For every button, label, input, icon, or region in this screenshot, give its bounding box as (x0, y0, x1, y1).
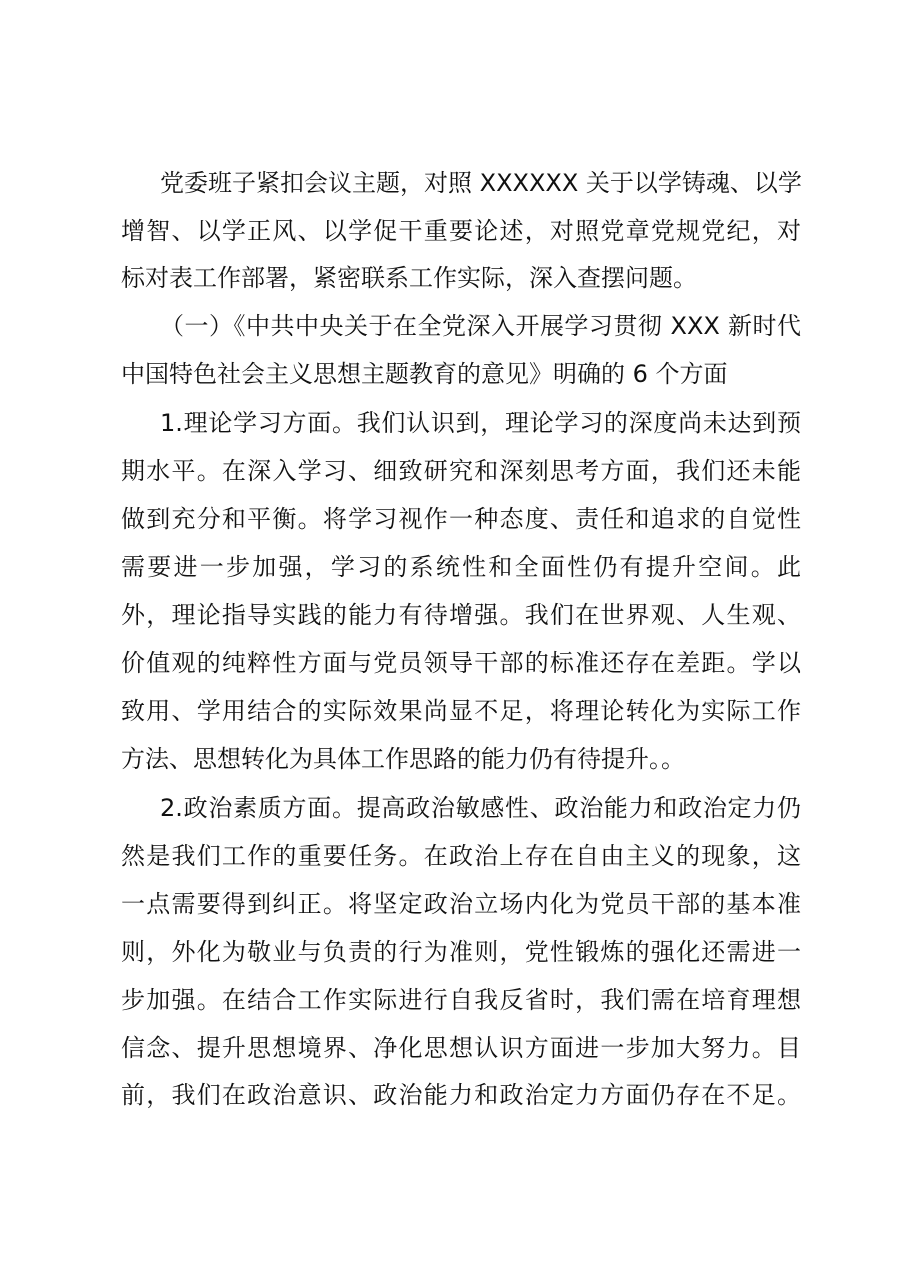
section-heading-line-2: 中国特色社会主义思想主题教育的意见》明确的 6 个方面 (121, 360, 728, 388)
political-quality-line-1: 2.政治素质方面。提高政治敏感性、政治能力和政治定力仍 (160, 794, 801, 822)
political-quality-line-3: 一点需要得到纠正。将坚定政治立场内化为党员干部的基本准 (121, 890, 801, 918)
theory-study-line-8: 方法、思想转化为具体工作思路的能力仍有待提升。。 (121, 745, 685, 773)
theory-study-line-2: 期水平。在深入学习、细致研究和深刻思考方面，我们还未能 (121, 457, 801, 485)
paragraph-1-line-1: 党委班子紧扣会议主题，对照 XXXXXX 关于以学铸魂、以学 (160, 169, 802, 197)
political-quality-line-7: 前，我们在政治意识、政治能力和政治定力方面仍存在不足。 (121, 1081, 801, 1109)
political-quality-line-2: 然是我们工作的重要任务。在政治上存在自由主义的现象，这 (121, 842, 801, 870)
theory-study-line-4: 需要进一步加强，学习的系统性和全面性仍有提升空间。此 (121, 553, 801, 581)
paragraph-1-line-2: 增智、以学正风、以学促干重要论述，对照党章党规党纪，对 (121, 217, 801, 245)
theory-study-line-1: 1.理论学习方面。我们认识到，理论学习的深度尚未达到预 (160, 409, 801, 437)
political-quality-line-5: 步加强。在结合工作实际进行自我反省时，我们需在培育理想 (121, 986, 801, 1014)
section-heading-line-1: （一）《中共中央关于在全党深入开展学习贯彻 XXX 新时代 (160, 312, 801, 340)
theory-study-line-6: 价值观的纯粹性方面与党员领导干部的标准还存在差距。学以 (121, 649, 801, 677)
theory-study-line-5: 外，理论指导实践的能力有待增强。我们在世界观、人生观、 (121, 601, 801, 629)
theory-study-line-3: 做到充分和平衡。将学习视作一种态度、责任和追求的自觉性 (121, 505, 801, 533)
theory-study-line-7: 致用、学用结合的实际效果尚显不足，将理论转化为实际工作 (121, 697, 801, 725)
political-quality-line-6: 信念、提升思想境界、净化思想认识方面进一步加大努力。目 (121, 1034, 801, 1062)
paragraph-1-line-3: 标对表工作部署，紧密联系工作实际，深入查摆问题。 (121, 264, 697, 292)
political-quality-line-4: 则，外化为敬业与负责的行为准则，党性锻炼的强化还需进一 (121, 938, 801, 966)
